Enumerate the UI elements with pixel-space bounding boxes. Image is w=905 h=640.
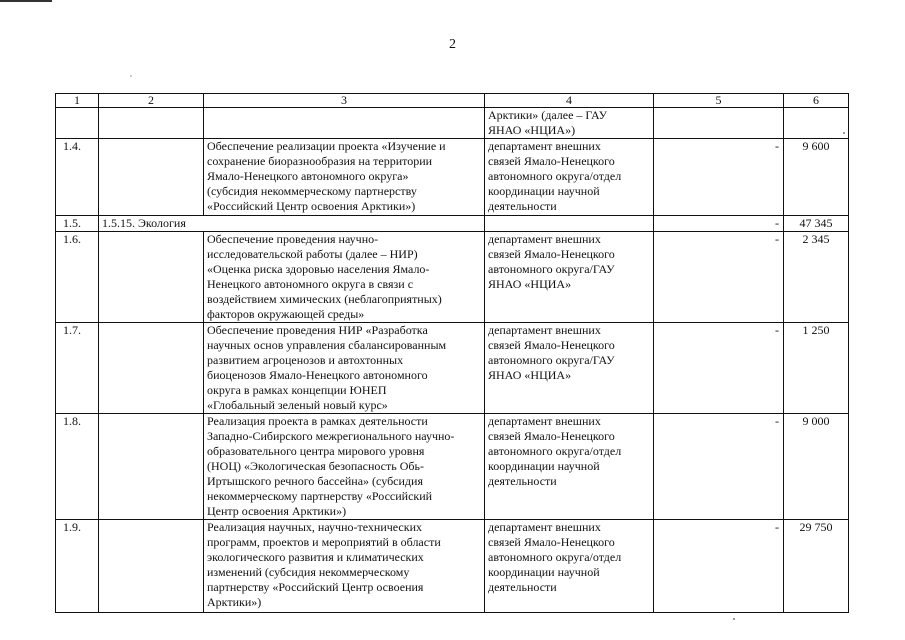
code-cell: [99, 139, 204, 216]
activity-name-cell-line: Обеспечение проведения НИР «Разработка: [207, 323, 428, 337]
department-cell: [485, 216, 654, 232]
department-cell: [485, 520, 654, 613]
table-header-row: [56, 94, 849, 108]
activity-name-cell-line: Обеспечение реализации проекта «Изучение и: [207, 139, 446, 153]
department-cell-line: деятельности: [488, 199, 557, 213]
amount-col5-cell: -: [654, 139, 784, 216]
department-cell-line: департамент внешних: [488, 323, 601, 337]
department-cell-line: связей Ямало-Ненецкого: [488, 154, 615, 168]
department-cell-line: ЯНАО «НЦИА»: [488, 277, 572, 291]
header-cell-5: 5: [654, 94, 784, 108]
department-cell: [485, 414, 654, 520]
amount-col5-cell: -: [654, 232, 784, 323]
row-number-cell: [56, 108, 99, 139]
amount-col6-cell: 9 600: [784, 139, 849, 216]
amount-col5-cell: -: [654, 323, 784, 414]
activity-name-cell-line: Ямало-Ненецкого автономного округа»: [207, 169, 409, 183]
activity-name-cell-line: партнерству «Российский Центр освоения: [207, 580, 424, 594]
activity-name-cell-line: Иртышского речного бассейна» (субсидия: [207, 474, 423, 488]
activity-name-cell-line: исследовательской работы (далее – НИР): [207, 247, 418, 261]
department-cell-line: автономного округа/отдел: [488, 444, 622, 458]
amount-col5-cell: [654, 108, 784, 139]
row-number-cell: 1.9.: [56, 520, 99, 613]
department-cell-line: координации научной: [488, 565, 600, 579]
code-cell: [99, 520, 204, 613]
activity-name-cell-line: Обеспечение проведения научно-: [207, 232, 379, 246]
activity-name-cell-line: изменений (субсидия некоммерческому: [207, 565, 410, 579]
scan-speck: [733, 618, 735, 620]
department-cell-line: департамент внешних: [488, 139, 601, 153]
row-number-cell: 1.7.: [56, 323, 99, 414]
activity-name-cell: [204, 108, 485, 139]
amount-col5-cell: -: [654, 216, 784, 232]
activity-name-cell-line: экологического развития и климатических: [207, 550, 424, 564]
department-cell-line: ЯНАО «НЦИА»): [488, 123, 576, 137]
table-row: [56, 414, 849, 520]
table-row: [56, 323, 849, 414]
activity-name-cell-line: «Оценка риска здоровью населения Ямало-: [207, 262, 430, 276]
department-cell: [485, 139, 654, 216]
row-number-cell: 1.8.: [56, 414, 99, 520]
department-cell-line: связей Ямало-Ненецкого: [488, 247, 615, 261]
department-cell-line: ЯНАО «НЦИА»: [488, 368, 572, 382]
table-row: [56, 108, 849, 139]
header-cell-1: 1: [56, 94, 99, 108]
activity-name-cell-line: воздействием химических (неблагоприятных): [207, 292, 442, 306]
row-number-cell: 1.4.: [56, 139, 99, 216]
activity-name-cell-line: «Российский Центр освоения Арктики»): [207, 199, 416, 213]
department-cell-line: связей Ямало-Ненецкого: [488, 535, 615, 549]
activity-name-cell-line: факторов окружающей среды»: [207, 307, 365, 321]
department-cell: [485, 232, 654, 323]
amount-col5-cell: -: [654, 414, 784, 520]
department-cell-line: автономного округа/ГАУ: [488, 262, 615, 276]
amount-col6-cell: 9 000: [784, 414, 849, 520]
table-row: [56, 520, 849, 613]
activity-name-cell: [204, 323, 485, 414]
header-cell-4: 4: [485, 94, 654, 108]
activity-name-cell-line: образовательного центра мирового уровня: [207, 444, 425, 458]
activity-name-cell-line: «Глобальный зеленый новый курс»: [207, 398, 388, 412]
page-top-border: [0, 0, 52, 2]
amount-col6-cell: 2 345: [784, 232, 849, 323]
activity-name-cell: [204, 232, 485, 323]
activity-name-cell-line: программ, проектов и мероприятий в области: [207, 535, 441, 549]
activity-name-cell-line: развитием агроценозов и автохтонных: [207, 353, 404, 367]
scan-speck: [130, 75, 132, 77]
row-number-cell: 1.5.: [56, 216, 99, 232]
amount-col6-cell: 1 250: [784, 323, 849, 414]
department-cell: [485, 323, 654, 414]
activity-name-cell-line: сохранение биоразнообразия на территории: [207, 154, 433, 168]
page-number: 2: [449, 37, 456, 52]
activity-name-cell-line: биоценозов Ямало-Ненецкого автономного: [207, 368, 428, 382]
activity-name-cell-line: округа в рамках концепции ЮНЕП: [207, 383, 387, 397]
department-cell-line: связей Ямало-Ненецкого: [488, 429, 615, 443]
department-cell-line: департамент внешних: [488, 414, 601, 428]
code-cell: [99, 232, 204, 323]
table-row: [56, 139, 849, 216]
department-cell-line: автономного округа/отдел: [488, 550, 622, 564]
amount-col6-cell: 29 750: [784, 520, 849, 613]
activity-name-cell-line: (субсидия некоммерческому партнерству: [207, 184, 417, 198]
row-number-cell: 1.6.: [56, 232, 99, 323]
table-row: [56, 232, 849, 323]
section-title-cell: 1.5.15. Экология: [99, 216, 485, 232]
activity-name-cell: [204, 520, 485, 613]
department-cell-line: координации научной: [488, 184, 600, 198]
code-cell: [99, 323, 204, 414]
activity-name-cell-line: некоммерческому партнерству «Российский: [207, 489, 433, 503]
activity-name-cell-line: Реализация научных, научно-технических: [207, 520, 423, 534]
department-cell-line: деятельности: [488, 580, 557, 594]
department-cell-line: связей Ямало-Ненецкого: [488, 338, 615, 352]
activity-name-cell-line: Реализация проекта в рамках деятельности: [207, 414, 428, 428]
activity-name-cell: [204, 414, 485, 520]
activity-name-cell-line: (НОЦ) «Экологическая безопасность Обь-: [207, 459, 424, 473]
amount-col5-cell: -: [654, 520, 784, 613]
activity-name-cell-line: научных основ управления сбалансированным: [207, 338, 447, 352]
department-cell-line: департамент внешних: [488, 520, 601, 534]
department-cell-line: департамент внешних: [488, 232, 601, 246]
header-cell-3: 3: [204, 94, 485, 108]
activity-name-cell-line: Арктики»): [207, 595, 262, 609]
department-cell-line: деятельности: [488, 474, 557, 488]
department-cell-line: автономного округа/отдел: [488, 169, 622, 183]
department-cell: [485, 108, 654, 139]
activity-name-cell-line: Ненецкого автономного округа в связи с: [207, 277, 414, 291]
budget-table: [55, 93, 849, 613]
activity-name-cell: [204, 139, 485, 216]
code-cell: [99, 414, 204, 520]
header-cell-2: 2: [99, 94, 204, 108]
department-cell-line: Арктики» (далее – ГАУ: [488, 108, 608, 122]
scan-speck: [843, 132, 845, 134]
amount-col6-cell: [784, 108, 849, 139]
activity-name-cell-line: Центр освоения Арктики»): [207, 504, 347, 518]
department-cell-line: автономного округа/ГАУ: [488, 353, 615, 367]
amount-col6-cell: 47 345: [784, 216, 849, 232]
header-cell-6: 6: [784, 94, 849, 108]
activity-name-cell-line: Западно-Сибирского межрегионального научно-: [207, 429, 455, 443]
code-cell: [99, 108, 204, 139]
department-cell-line: координации научной: [488, 459, 600, 473]
table-row: [56, 216, 849, 232]
